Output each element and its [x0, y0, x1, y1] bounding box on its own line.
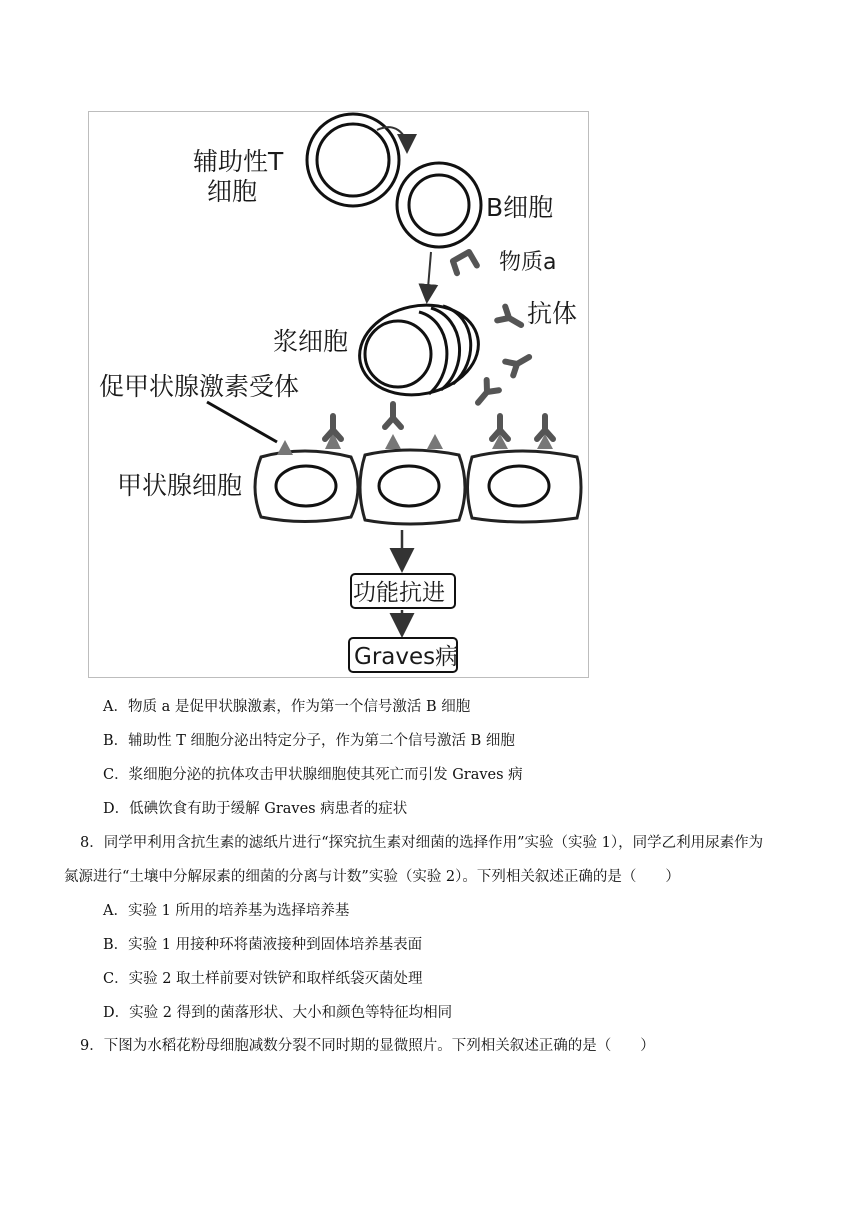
b-cell	[397, 163, 481, 247]
helper-t-label-1: 辅助性T	[193, 147, 284, 176]
antibody-icon	[472, 307, 533, 408]
q9-stem: 9．下图为水稻花粉母细胞减数分裂不同时期的显微照片。下列相关叙述正确的是（ ）	[80, 1038, 655, 1054]
thyroid-cells	[255, 432, 581, 524]
plasma-cell	[351, 294, 487, 405]
q7-option-d: D．低碘饮食有助于缓解 Graves 病患者的症状	[103, 801, 408, 817]
receptor-pointer-line	[207, 402, 277, 442]
q7-option-a: A．物质 a 是促甲状腺激素，作为第一个信号激活 B 细胞	[103, 699, 471, 715]
substance-a-label: 物质a	[499, 250, 557, 275]
helper-t-label-2: 细胞	[207, 177, 258, 206]
thyroid-cell-label: 甲状腺细胞	[117, 471, 243, 500]
substance-a-icon	[450, 248, 481, 279]
b-cell-label: B细胞	[486, 193, 554, 222]
q8-option-b: B．实验 1 用接种环将菌液接种到固体培养基表面	[103, 937, 423, 953]
plasma-cell-label: 浆细胞	[273, 327, 349, 356]
diagram-svg	[89, 112, 590, 679]
q7-option-b: B．辅助性 T 细胞分泌出特定分子，作为第二个信号激活 B 细胞	[103, 733, 515, 749]
q8-option-d: D．实验 2 得到的菌落形状、大小和颜色等特征均相同	[103, 1005, 453, 1021]
q8-stem-line2: 氮源进行“土壤中分解尿素的细菌的分离与计数”实验（实验 2）。下列相关叙述正确的是（ ）	[64, 869, 680, 885]
immune-graves-diagram	[88, 111, 589, 678]
bound-antibodies	[325, 404, 553, 439]
tsh-receptor-label: 促甲状腺激素受体	[99, 372, 300, 401]
q8-option-c: C．实验 2 取土样前要对铁铲和取样纸袋灭菌处理	[103, 971, 423, 987]
b-to-plasma-arrow	[427, 252, 431, 300]
antibody-label: 抗体	[527, 299, 578, 328]
hyperfunction-label: 功能抗进	[353, 580, 445, 606]
graves-label: Graves病	[354, 644, 459, 670]
q8-option-a: A．实验 1 所用的培养基为选择培养基	[103, 903, 350, 919]
q8-stem-line1: 8．同学甲利用含抗生素的滤纸片进行“探究抗生素对细菌的选择作用”实验（实验 1），同学乙利用尿素作为	[80, 835, 764, 851]
q7-option-c: C．浆细胞分泌的抗体攻击甲状腺细胞使其死亡而引发 Graves 病	[103, 767, 523, 783]
